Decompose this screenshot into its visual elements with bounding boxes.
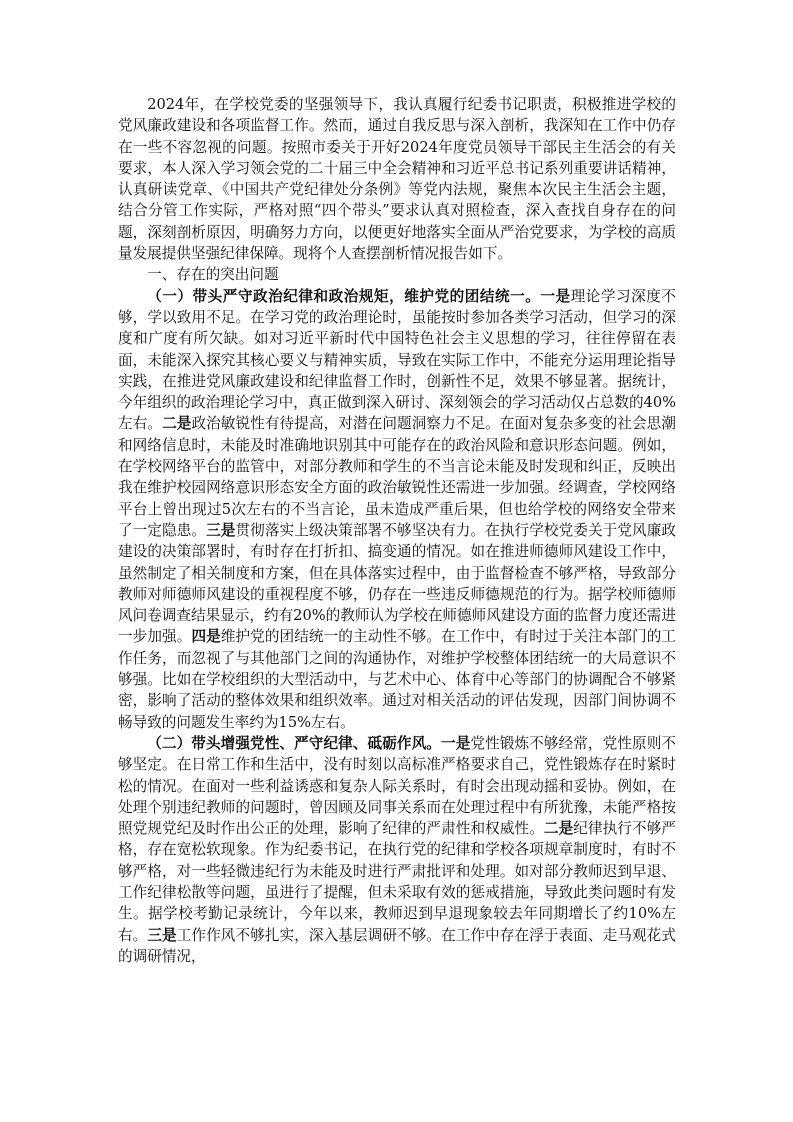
sub1-text-2: 政治敏锐性有待提高，对潜在问题洞察力不足。在面对复杂多变的社会思潮和网络信息时，未能及时准确地识别其中可能存在的政治风险和意识形态问题。例如，在学校网络平台的监管中，对部分教师和学生的不当言论未能及时发现和纠正，反映出我在维护校园网络意识形态安全方面的政治敏锐性还需进一步加强。经调查，学校网络平台上曾出现过5次左右的不当言论，虽未造成严重后果，但也给学校的网络安全带来了一定隐患。 xyxy=(118,415,676,539)
sub1-lead-4: 四是 xyxy=(191,628,221,646)
sub1-lead-1: 一是 xyxy=(540,287,571,305)
sub1-paragraph xyxy=(118,286,676,733)
sub2-paragraph xyxy=(118,733,676,967)
sub1-text-4: 维护党的团结统一的主动性不够。在工作中，有时过于关注本部门的工作任务，而忽视了与其他部门之间的沟通协作，对维护学校整体团结统一的大局意识不够强。比如在学校组织的大型活动中，与艺术中心、体育中心等部门的协调配合不够紧密，影响了活动的整体效果和组织效率。通过对相关活动的评估发现，因部门间协调不畅导致的问题发生率约为15%左右。 xyxy=(118,628,676,731)
sub2-text-1: 党性锻炼不够经常，党性原则不够坚定。在日常工作和生活中，没有时刻以高标准严格要求自己，党性锻炼存在时紧时松的情况。在面对一些利益诱惑和复杂人际关系时，有时会出现动摇和妥协。例如，在处理个别违纪教师的问题时，曾因顾及同事关系而在处理过程中有所犹豫，未能严格按照党规党纪及时作出公正的处理，影响了纪律的严肃性和权威性。 xyxy=(118,734,676,838)
section-heading-problems: 一、存在的突出问题 xyxy=(147,266,279,284)
sub2-lead-1: 一是 xyxy=(441,734,471,752)
sub1-heading: （一）带头严守政治纪律和政治规矩，维护党的团结统一。 xyxy=(147,287,541,305)
sub2-text-2: 纪律执行不够严格，存在宽松软现象。作为纪委书记，在执行党的纪律和学校各项规章制度时，有时不够严格，对一些轻微违纪行为未能及时进行严肃批评和处理。如对部分教师迟到早退、工作纪律松散等问题，虽进行了提醒，但未采取有效的惩戒措施，导致此类问题时有发生。据学校考勤记录统计，今年以来，教师迟到早退现象较去年同期增长了约10%左右。 xyxy=(118,820,676,944)
sub1-lead-2: 二是 xyxy=(162,415,192,433)
sub2-lead-3: 三是 xyxy=(147,926,177,944)
sub1-text-1: 理论学习深度不够，学以致用不足。在学习党的政治理论时，虽能按时参加各类学习活动，但学习的深度和广度有所欠缺。如对习近平新时代中国特色社会主义思想的学习，往往停留在表面，未能深入探究其核心要义与精神实质，导致在实际工作中，不能充分运用理论指导实践，在推进党风廉政建设和纪律监督工作时，创新性不足，效果不够显著。据统计，今年组织的政治理论学习中，真正做到深入研讨、深刻领会的学习活动仅占总数的40%左右。 xyxy=(118,287,676,433)
sub1-text-3: 贯彻落实上级决策部署不够坚决有力。在执行学校党委关于党风廉政建设的决策部署时，有时存在打折扣、搞变通的情况。如在推进师德师风建设工作中，虽然制定了相关制度和方案，但在具体落实过程中，由于监督检查不够严格，导致部分教师对师德师风建设的重视程度不够，仍存在一些违反师德规范的行为。据学校师德师风问卷调查结果显示，约有20%的教师认为学校在师德师风建设方面的监督力度还需进一步加强。 xyxy=(118,521,676,646)
sub2-text-3: 工作作风不够扎实，深入基层调研不够。在工作中存在浮于表面、走马观花式的调研情况， xyxy=(118,926,676,965)
intro-paragraph: 2024年，在学校党委的坚强领导下，我认真履行纪委书记职责，积极推进学校的党风廉政建设和各项监督工作。然而，通过自我反思与深入剖析，我深知在工作中仍存在一些不容忽视的问题。按照市委关于开好2024年度党员领导干部民主生活会的有关要求，本人深入学习领会党的二十届三中全会精神和习近平总书记系列重要讲话精神，认真研读党章、《中国共产党纪律处分条例》等党内法规，聚焦本次民主生活会主题，结合分管工作实际，严格对照“四个带头”要求认真对照检查，深入查找自身存在的问题，深刻剖析原因，明确努力方向，以便更好地落实全面从严治党要求，为学校的高质量发展提供坚强纪律保障。现将个人查摆剖析情况报告如下。 xyxy=(118,96,676,263)
document-page xyxy=(118,94,676,967)
sub2-heading: （二）带头增强党性、严守纪律、砥砺作风。 xyxy=(147,734,442,752)
sub1-lead-3: 三是 xyxy=(206,521,236,539)
sub2-lead-2: 二是 xyxy=(543,820,574,838)
